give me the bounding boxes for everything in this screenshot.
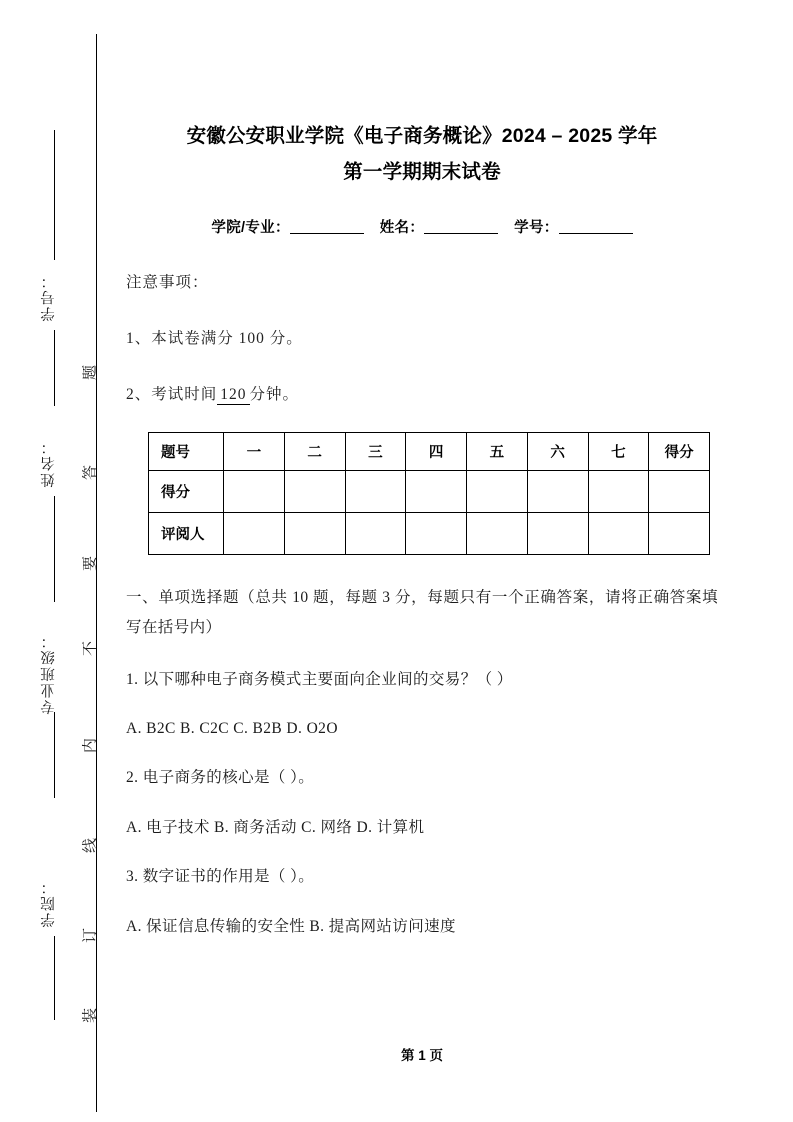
score-table-header-1: 一 <box>224 433 285 471</box>
score-table-header-6: 六 <box>527 433 588 471</box>
score-cell[interactable] <box>467 471 528 513</box>
notice-item-2 <box>126 348 718 405</box>
score-table-header-0: 题号 <box>149 433 224 471</box>
score-table-container <box>126 405 718 555</box>
notice-item-2-suffix: 分钟。 <box>249 386 300 404</box>
grader-cell[interactable] <box>224 513 285 555</box>
label-college-major: 学院/专业： <box>211 220 290 237</box>
page-title-line2: 第一学期期末试卷 <box>343 161 501 184</box>
question-stem-2: 2. 电子商务的核心是（ ）。 <box>126 769 315 787</box>
grader-cell[interactable] <box>345 513 406 555</box>
label-name: 姓名： <box>379 220 425 237</box>
field-college-major[interactable] <box>290 233 364 234</box>
notice-item-1: 1、本试卷满分 100 分。 <box>126 330 303 348</box>
binding-blank-top <box>54 130 55 260</box>
binding-label-college: 学院： <box>41 878 57 928</box>
section-title-multiple-choice: 一、单项选择题（总共 10 题，每题 3 分，每题只有一个正确答案，请将正确答案填写在括号内） <box>126 589 718 637</box>
binding-char-7: 装 <box>82 1008 99 1024</box>
grader-cell[interactable] <box>406 513 467 555</box>
score-cell[interactable] <box>588 471 649 513</box>
grader-cell[interactable] <box>467 513 528 555</box>
score-cell[interactable] <box>406 471 467 513</box>
page-title-line1: 安徽公安职业学院《电子商务概论》2024 – 2025 学年 <box>186 125 658 147</box>
score-table <box>148 432 710 555</box>
question-stem-3: 3. 数字证书的作用是（ ）。 <box>126 867 315 885</box>
field-name[interactable] <box>424 233 498 234</box>
binding-blank-name <box>54 496 55 602</box>
question-options-1: A. B2C B. C2C C. B2B D. O2O <box>126 720 338 738</box>
binding-label-student-id: 学号： <box>41 272 57 322</box>
grader-cell[interactable] <box>649 513 710 555</box>
question-options-3: A. 保证信息传输的安全性 B. 提高网站访问速度 <box>126 917 456 935</box>
score-table-header-5: 五 <box>467 433 528 471</box>
page-title <box>126 0 718 190</box>
question-options-2: A. 电子技术 B. 商务活动 C. 网络 D. 计算机 <box>126 818 425 836</box>
binding-char-0: 题 <box>82 365 99 381</box>
exam-duration-value: 120 <box>217 386 249 405</box>
score-cell[interactable] <box>527 471 588 513</box>
binding-char-1: 答 <box>82 465 99 481</box>
score-cell[interactable] <box>345 471 406 513</box>
page-footer: 第 1 页 <box>400 1048 443 1063</box>
binding-char-3: 不 <box>82 641 99 657</box>
question-stem-1: 1. 以下哪种电子商务模式主要面向企业间的交易？（ ） <box>126 670 513 688</box>
score-table-header-7: 七 <box>588 433 649 471</box>
binding-margin <box>0 0 99 1122</box>
notice-item-2-prefix: 2、考试时间 <box>126 386 218 404</box>
binding-label-name: 姓名： <box>41 438 57 488</box>
score-cell[interactable] <box>649 471 710 513</box>
table-row <box>149 433 710 471</box>
binding-margin-rule <box>96 34 97 1112</box>
grader-cell[interactable] <box>588 513 649 555</box>
score-row-label-score: 得分 <box>149 471 224 513</box>
binding-char-5: 线 <box>82 838 99 854</box>
binding-label-class: 专业班级： <box>41 632 57 715</box>
score-table-header-8: 得分 <box>649 433 710 471</box>
binding-char-6: 订 <box>82 928 99 944</box>
table-row <box>149 513 710 555</box>
binding-blank-college <box>54 936 55 1020</box>
binding-char-2: 要 <box>82 556 99 572</box>
score-cell[interactable] <box>284 471 345 513</box>
label-student-id: 学号： <box>514 220 559 237</box>
field-student-id[interactable] <box>559 233 633 234</box>
score-cell[interactable] <box>224 471 285 513</box>
score-table-header-3: 三 <box>345 433 406 471</box>
table-row <box>149 471 710 513</box>
notice-heading: 注意事项： <box>126 274 209 292</box>
score-table-header-2: 二 <box>284 433 345 471</box>
exam-content <box>126 0 718 939</box>
score-table-header-4: 四 <box>406 433 467 471</box>
binding-blank-class <box>54 712 55 798</box>
score-row-label-grader: 评阅人 <box>149 513 224 555</box>
grader-cell[interactable] <box>284 513 345 555</box>
binding-blank-student-id <box>54 330 55 406</box>
binding-char-4: 内 <box>82 738 99 754</box>
grader-cell[interactable] <box>527 513 588 555</box>
student-info-line <box>126 190 718 237</box>
